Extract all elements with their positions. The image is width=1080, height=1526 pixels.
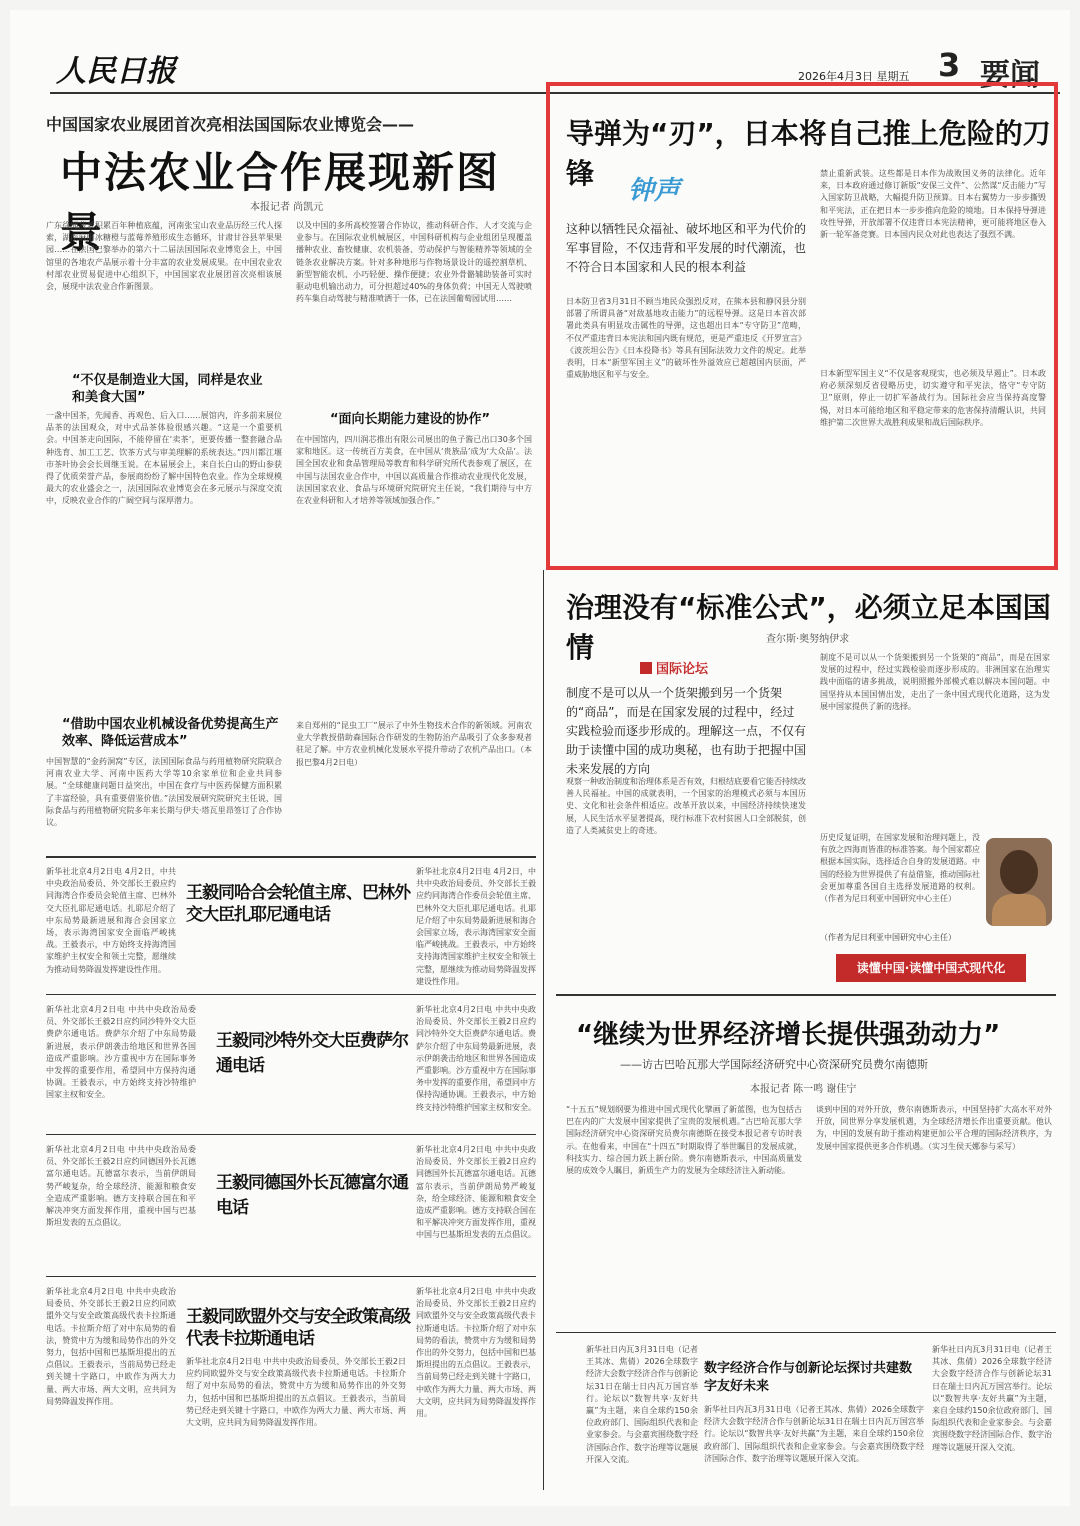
section-name: 要闻 (980, 58, 1040, 93)
left-sub3: “面向长期能力建设的协作” (330, 412, 491, 427)
page-number: 3 (938, 46, 961, 84)
wang-d-headline: 王毅同欧盟外交与安全政策高级代表卡拉斯通电话 (186, 1307, 410, 1349)
newspaper-logo: 人民日报 (56, 54, 176, 89)
wang-b-text-2: 新华社北京4月2日电 中共中央政治局委员、外交部长王毅2日应约同沙特外交大臣费萨尔通电话。费萨尔介绍了中东局势最新进展，表示伊朗袭击给地区和世界各国造成严重影响。沙方重视中方在国际事务中发挥的重要作用，希望同中方保持沟通协调。王毅表示，中方始终支持沙特维护国家主权和安全。 (416, 1005, 536, 1112)
wang-c-text: 新华社北京4月2日电 中共中央政治局委员、外交部长王毅2日应约同德国外长瓦德富尔通电话。瓦德富尔表示，当前伊朗局势严峻复杂，给全球经济、能源和粮食安全造成严重影响。德方支持联合国在和平解决冲突方面发挥作用，重视中国与巴基斯坦发表的五点倡议。 (46, 1145, 196, 1228)
wang-divider-3 (46, 1276, 536, 1277)
wang-a-headline: 王毅同哈合会轮值主席、巴林外交大臣扎耶尼通电话 (186, 883, 410, 925)
column-divider (543, 570, 544, 1490)
gov-caption: （作者为尼日利亚中国研究中心主任） (820, 933, 956, 942)
zs-column-logo: 钟声 (628, 176, 681, 206)
wang-d-text: 新华社北京4月2日电 中共中央政治局委员、外交部长王毅2日应约同欧盟外交与安全政策高级代表卡拉斯通电话。卡拉斯介绍了对中东局势的看法，赞赏中方为缓和局势作出的外交努力，包括中国和巴基斯坦提出的五点倡议。王毅表示，当前局势已经走到关键十字路口，中欧作为两大力量、两大市场、两大文明，应共同为局势降温发挥作用。 (46, 1287, 176, 1406)
zs-lead: 这种以牺牲民众福祉、破坏地区和平为代价的军事冒险，不仅违背和平发展的时代潮流，也不符合日本国家和人民的根本利益 (566, 222, 807, 274)
left-divider (46, 856, 536, 858)
wang-a-text-2: 新华社北京4月2日电 4月2日，中共中央政治局委员、外交部长王毅应约同海湾合作委员会轮值主席、巴林外交大臣扎耶尼通电话。扎耶尼介绍了中东局势最新进展和海合会国家立场，表示海湾国家安全面临严峻挑战。王毅表示，中方始终支持海湾国家维护主权安全和领土完整，愿继续为推动局势降温发挥建设性作用。 (416, 867, 536, 986)
left-col1b: 一盏中国茶，先闻香、再观色、后入口……展馆内，许多前来展位品茶的法国观众，对中式品茶体验很感兴趣。“这是一个重要机会。中国茶走向国际，不能停留在‘卖茶’，更要传播一整套融合品种选育、加工工艺、饮茶方式与审美理解的系统表达。”四川都江堰市茶叶协会会长周继玉说。在本届展会上，来自长白山的野山参获得了优质荣誉产品，参展商纷纷了解中国特色农业。作为全球规模最大的农业盛会之一，法国国际农业博览会在多元展示与深度交流中，反映农业合作的广阔空间与深厚潜力。 (46, 411, 282, 506)
econ-col2: 谈到中国的对外开放，费尔南德斯表示，中国坚持扩大高水平对外开放，同世界分享发展机遇，为全球经济增长作出重要贡献。他认为，中国的发展有助于推动构建更加公平合理的国际经济秩序，为发展中国家提供更多合作机遇。（实习生侯天娜参与采写） (816, 1105, 1052, 1151)
wang-b-text: 新华社北京4月2日电 中共中央政治局委员、外交部长王毅2日应约同沙特外交大臣费萨尔通电话。费萨尔介绍了中东局势最新进展，表示伊朗袭击给地区和世界各国造成严重影响。沙方重视中方在国际事务中发挥的重要作用，希望同中方保持沟通协调。王毅表示，中方始终支持沙特维护国家主权和安全。 (46, 1005, 196, 1100)
left-col2b: 在中国馆内，四川润芯推出有限公司展出的鱼子酱已出口30多个国家和地区。这一传统百方美食，在中国从‘贵族品’成为‘大众品’。法国全国农业和食品管理局等教育和科学研究所代表参观了展区，在中国与法国农业合作中，中国以高质量合作推动农业现代化发展，法国国家农业、食品与环境研究院研究主任说，“我们期待与中方在农业科研和人才培养等领域加强合作。” (296, 435, 532, 506)
newspaper-page (10, 10, 1070, 1506)
gov-lead: 制度不是可以从一个货架搬到另一个货架的“商品”，而是在国家发展的过程中，经过实践检验而逐步形成的。理解这一点，不仅有助于读懂中国的成功奥秘，也有助于把握中国未来发展的方向 (566, 686, 807, 776)
author-photo (986, 838, 1052, 926)
wang-d-text-3: 新华社北京4月2日电 中共中央政治局委员、外交部长王毅2日应约同欧盟外交与安全政策高级代表卡拉斯通电话。卡拉斯介绍了对中东局势的看法，赞赏中方为缓和局势作出的外交努力，包括中国和巴基斯坦提出的五点倡议。王毅表示，当前局势已经走到关键十字路口，中欧作为两大力量、两大市场、两大文明，应共同为局势降温发挥作用。 (416, 1287, 536, 1419)
left-sub1: “不仅是制造业大国，同样是农业和美食大国” (72, 373, 263, 405)
author-shoulders (992, 894, 1046, 926)
gov-banner: 读懂中国·读懂中国式现代化 (836, 954, 1026, 982)
gov-col2: 制度不是可以从一个货架搬到另一个货架的“商品”，而是在国家发展的过程中，经过实践检验而逐步形成的。非洲国家在治理实践中面临的诸多挑战，说明照搬外部模式难以解决本国问题。中国坚持从本国国情出发，走出了一条中国式现代化道路，这为发展中国家提供了新的选择。 (820, 653, 1050, 711)
left-byline: 本报记者 尚凯元 (250, 202, 324, 213)
left-headline: 中法农业合作展现新图景 (60, 148, 501, 257)
gov-col3: 历史反复证明，在国家发展和治理问题上，没有放之四海而皆准的标准答案。每个国家都应根据本国实际，选择适合自身的发展道路。中国的经验为世界提供了有益借鉴，推动国际社会更加尊重各国自主选择发展道路的权利。（作者为尼日利亚中国研究中心主任） (820, 833, 980, 904)
gov-col1: 观察一种政治制度和治理体系是否有效，归根结底要看它能否持续改善人民福祉。中国的成就表明，一个国家的治理模式必须与本国历史、文化和社会条件相适应。改革开放以来，中国经济持续快速发展，人民生活水平显著提高，现行标准下农村贫困人口全部脱贫，创造了人类减贫史上的奇迹。 (566, 777, 806, 835)
gov-forum-tag: 国际论坛 (640, 658, 708, 677)
econ-byline: 本报记者 陈一鸣 谢佳宁 (750, 1084, 857, 1095)
digital-text-2: 新华社日内瓦3月31日电（记者王其冰、焦倩）2026全球数字经济大会数字经济合作与创新论坛31日在瑞士日内瓦万国宫举行。论坛以“数智共享·友好共赢”为主题，来自全球约150余位政府部门、国际组织代表和企业家参会。与会嘉宾围绕数字经济国际合作、数字治理等议题展开深入交流。 (704, 1405, 924, 1463)
gov-headline: 治理没有“标准公式”，必须立足本国国情 (566, 591, 1051, 664)
left-col2c: 来自郑州的“昆虫工厂”展示了中外生物技术合作的新领域。河南农业大学教授借助森国际合作研发的生物防治产品吸引了众多参观者驻足了解。中方农业机械化发展水平提升带动了农机产品出口。（本报巴黎4月2日电） (296, 721, 532, 767)
wang-a-text: 新华社北京4月2日电 4月2日，中共中央政治局委员、外交部长王毅应约同海湾合作委员会轮值主席、巴林外交大臣扎耶尼通电话。扎耶尼介绍了中东局势最新进展和海合会国家立场，表示海湾国家安全面临严峻挑战。王毅表示，中方始终支持海湾国家维护主权安全和领土完整，愿继续为推动局势降温发挥建设性作用。 (46, 867, 176, 974)
digital-headline: 数字经济合作与创新论坛探讨共建数字友好未来 (704, 1361, 913, 1394)
econ-col1: “十五五”规划纲要为推进中国式现代化擘画了新蓝图，也为包括古巴在内的广大发展中国家提供了宝贵的发展机遇。”古巴哈瓦那大学国际经济研究中心资深研究员费尔南德斯在接受本报记者专访时表示。在他看来，中国在“十四五”时期取得了举世瞩目的发展成就，科技实力、综合国力跃上新台阶。费尔南德斯表示，中国高质量发展的成效令人瞩目，新质生产力的发展为全球经济注入新动能。 (566, 1105, 802, 1176)
issue-date: 2026年4月3日 星期五 (798, 70, 910, 83)
right-divider-2 (556, 1332, 1056, 1333)
left-col1: 广东徐闻菠萝积累百年种植底蕴，河南张宝山农业品历经三代人探索，湖南麻阳冰糖橙与蓝莓养殖形成生态循环，甘肃甘谷县苹果果园……在法国巴黎举办的第六十二届法国国际农业博览会上，中国馆里的各地农产品展示着十分丰富的农业发展成果。在中国农业农村部农业贸易促进中心组织下，中国国家农业展团首次亮相该展会，展现中法农业合作新图景。 (46, 221, 282, 292)
left-col2: 以及中国的多所高校签署合作协议，推动科研合作、人才交流与企业参与。在国际农业机械展区，中国科研机构与企业组团呈现覆盖播种农业、畜牧健康、农机装备、劳动保护与智能精养等领域的全链条农业解决方案。针对多种地形与作物场景设计的遥控割草机、新型智能农机、小巧轻便、操作便捷；农业外骨骼辅助装备可实时驱动电机输出动力，可分担超过40%的身体负荷；中国无人驾驶喷药车集自动驾驶与精准喷洒于一体，已在法国葡萄园试用…… (296, 221, 532, 304)
author-face (1000, 850, 1038, 894)
wang-c-text-2: 新华社北京4月2日电 中共中央政治局委员、外交部长王毅2日应约同德国外长瓦德富尔通电话。瓦德富尔表示，当前伊朗局势严峻复杂，给全球经济、能源和粮食安全造成严重影响。德方支持联合国在和平解决冲突方面发挥作用，重视中国与巴基斯坦发表的五点倡议。 (416, 1145, 536, 1240)
zs-col2: 禁止重新武装。这些都是日本作为战败国义务的法律化。近年来，日本政府通过修订新版“安保三文件”、公然谋“反击能力”写入国家防卫战略，大幅提升防卫预算。日本右翼势力一步步撕毁和平宪法，正在把日本一步步推向危险的境地。日本保持导弹进攻性导弹，开放部署不仅违背日本宪法精神，更可能将地区卷入新一轮军备竞赛。日本国内民众对此也表达了强烈不满。 (820, 169, 1046, 240)
right-divider (556, 994, 1056, 996)
wang-divider-2 (46, 1134, 536, 1135)
wang-b-headline: 王毅同沙特外交大臣费萨尔通电话 (216, 1031, 408, 1076)
econ-headline: “继续为世界经济增长提供强劲动力” (576, 1020, 1001, 1050)
gov-byline: 查尔斯·奥努纳伊求 (766, 634, 850, 645)
wang-d-text-2: 新华社北京4月2日电 中共中央政治局委员、外交部长王毅2日应约同欧盟外交与安全政策高级代表卡拉斯通电话。卡拉斯介绍了对中东局势的看法，赞赏中方为缓和局势作出的外交努力，包括中国和巴基斯坦提出的五点倡议。王毅表示，当前局势已经走到关键十字路口，中欧作为两大力量、两大市场、两大文明，应共同为局势降温发挥作用。 (186, 1357, 406, 1428)
digital-text-3: 新华社日内瓦3月31日电（记者王其冰、焦倩）2026全球数字经济大会数字经济合作与创新论坛31日在瑞士日内瓦万国宫举行。论坛以“数智共享·友好共赢”为主题，来自全球约150余位政府部门、国际组织代表和企业家参会。与会嘉宾围绕数字经济国际合作、数字治理等议题展开深入交流。 (932, 1345, 1052, 1452)
left-sub2: “借助中国农业机械设备优势提高生产效率、降低运营成本” (62, 717, 279, 749)
left-col1c: 中国智慧的“金药洞窝”专区，法国国际食品与药用植物研究院联合河南农业大学、河南中医药大学等10余家单位和企业共同参展。“全球健康问题日益突出，中国在食疗与中医药保健方面积累了丰富经验，具有重要借鉴价值。”法国发展研究院研究主任说，国际食品与药用植物研究院多年来长期与伊夫·塔瓦里昂签订了合作协议。 (46, 757, 282, 828)
wang-divider-1 (46, 994, 536, 995)
forum-icon (640, 662, 652, 674)
wang-c-headline: 王毅同德国外长瓦德富尔通电话 (216, 1173, 408, 1218)
left-kicker: 中国国家农业展团首次亮相法国国际农业博览会—— (46, 115, 415, 134)
zs-col1: 日本防卫省3月31日不顾当地民众强烈反对，在熊本县和静冈县分别部署了所谓具备“对敌基地攻击能力”的远程导弹。这是日本首次部署此类具有明显攻击属性的导弹，这也超出日本“专守防卫”范畴，不仅严重违背日本宪法和国内既有规范，更是严重违反《开罗宣言》《波茨坦公告》《日本投降书》等具有国际法效力文件的规定。此举表明，日本“新型军国主义”的破坏性外溢效应已超越国内层面，严重威胁地区和平与安全。 (566, 297, 806, 380)
zs-headline: 导弹为“刃”，日本将自己推上危险的刀锋 (566, 117, 1051, 190)
econ-subhead: ——访古巴哈瓦那大学国际经济研究中心资深研究员费尔南德斯 (620, 1058, 928, 1071)
digital-text: 新华社日内瓦3月31日电（记者王其冰、焦倩）2026全球数字经济大会数字经济合作与创新论坛31日在瑞士日内瓦万国宫举行。论坛以“数智共享·友好共赢”为主题，来自全球约150余位政府部门、国际组织代表和企业家参会。与会嘉宾围绕数字经济国际合作、数字治理等议题展开深入交流。 (586, 1345, 698, 1464)
zs-col3: 日本新型军国主义“不仅是客观现实，也必须及早遏止”。日本政府必须深刻反省侵略历史，切实遵守和平宪法，恪守“专守防卫”原则，停止一切扩军备战行为。国际社会应当保持高度警惕，对日本可能给地区和平稳定带来的危害保持清醒认识，共同维护第二次世界大战胜利成果和战后国际秩序。 (820, 369, 1046, 427)
